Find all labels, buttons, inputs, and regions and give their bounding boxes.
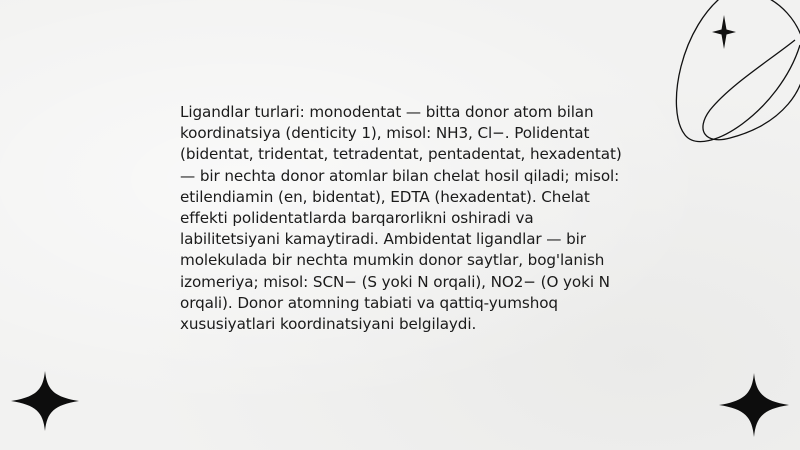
orbit-sparkle-icon <box>670 0 800 150</box>
body-paragraph: Ligandlar turlari: monodentat — bitta donor atom bilan koordinatsiya (denticity 1), misol: NH3, Cl−. Polidentat (bidentat, tridentat, tetradentat, pentadentat, hexadentat) — bir nechta donor atomlar bilan chelat hosil qiladi; misol: etilendiamin (en, bidentat), EDTA (hexadentat). Chelat effekti polidentatlarda barqarorlikni oshiradi va labilitetsiyani kamaytiradi. Ambidentat ligandlar — bir molekulada bir nechta mumkin donor saytlar, bog'lanish izomeriya; misol: SCN− (S yoki N orqali), NO2− (O yoki N orqali). Donor atomning tabiati va qattiq-yumshoq xususiyatlari koordinatsiyani belgilaydi. <box>180 103 622 334</box>
four-point-star-icon <box>10 370 80 432</box>
four-point-star-icon <box>718 372 790 438</box>
